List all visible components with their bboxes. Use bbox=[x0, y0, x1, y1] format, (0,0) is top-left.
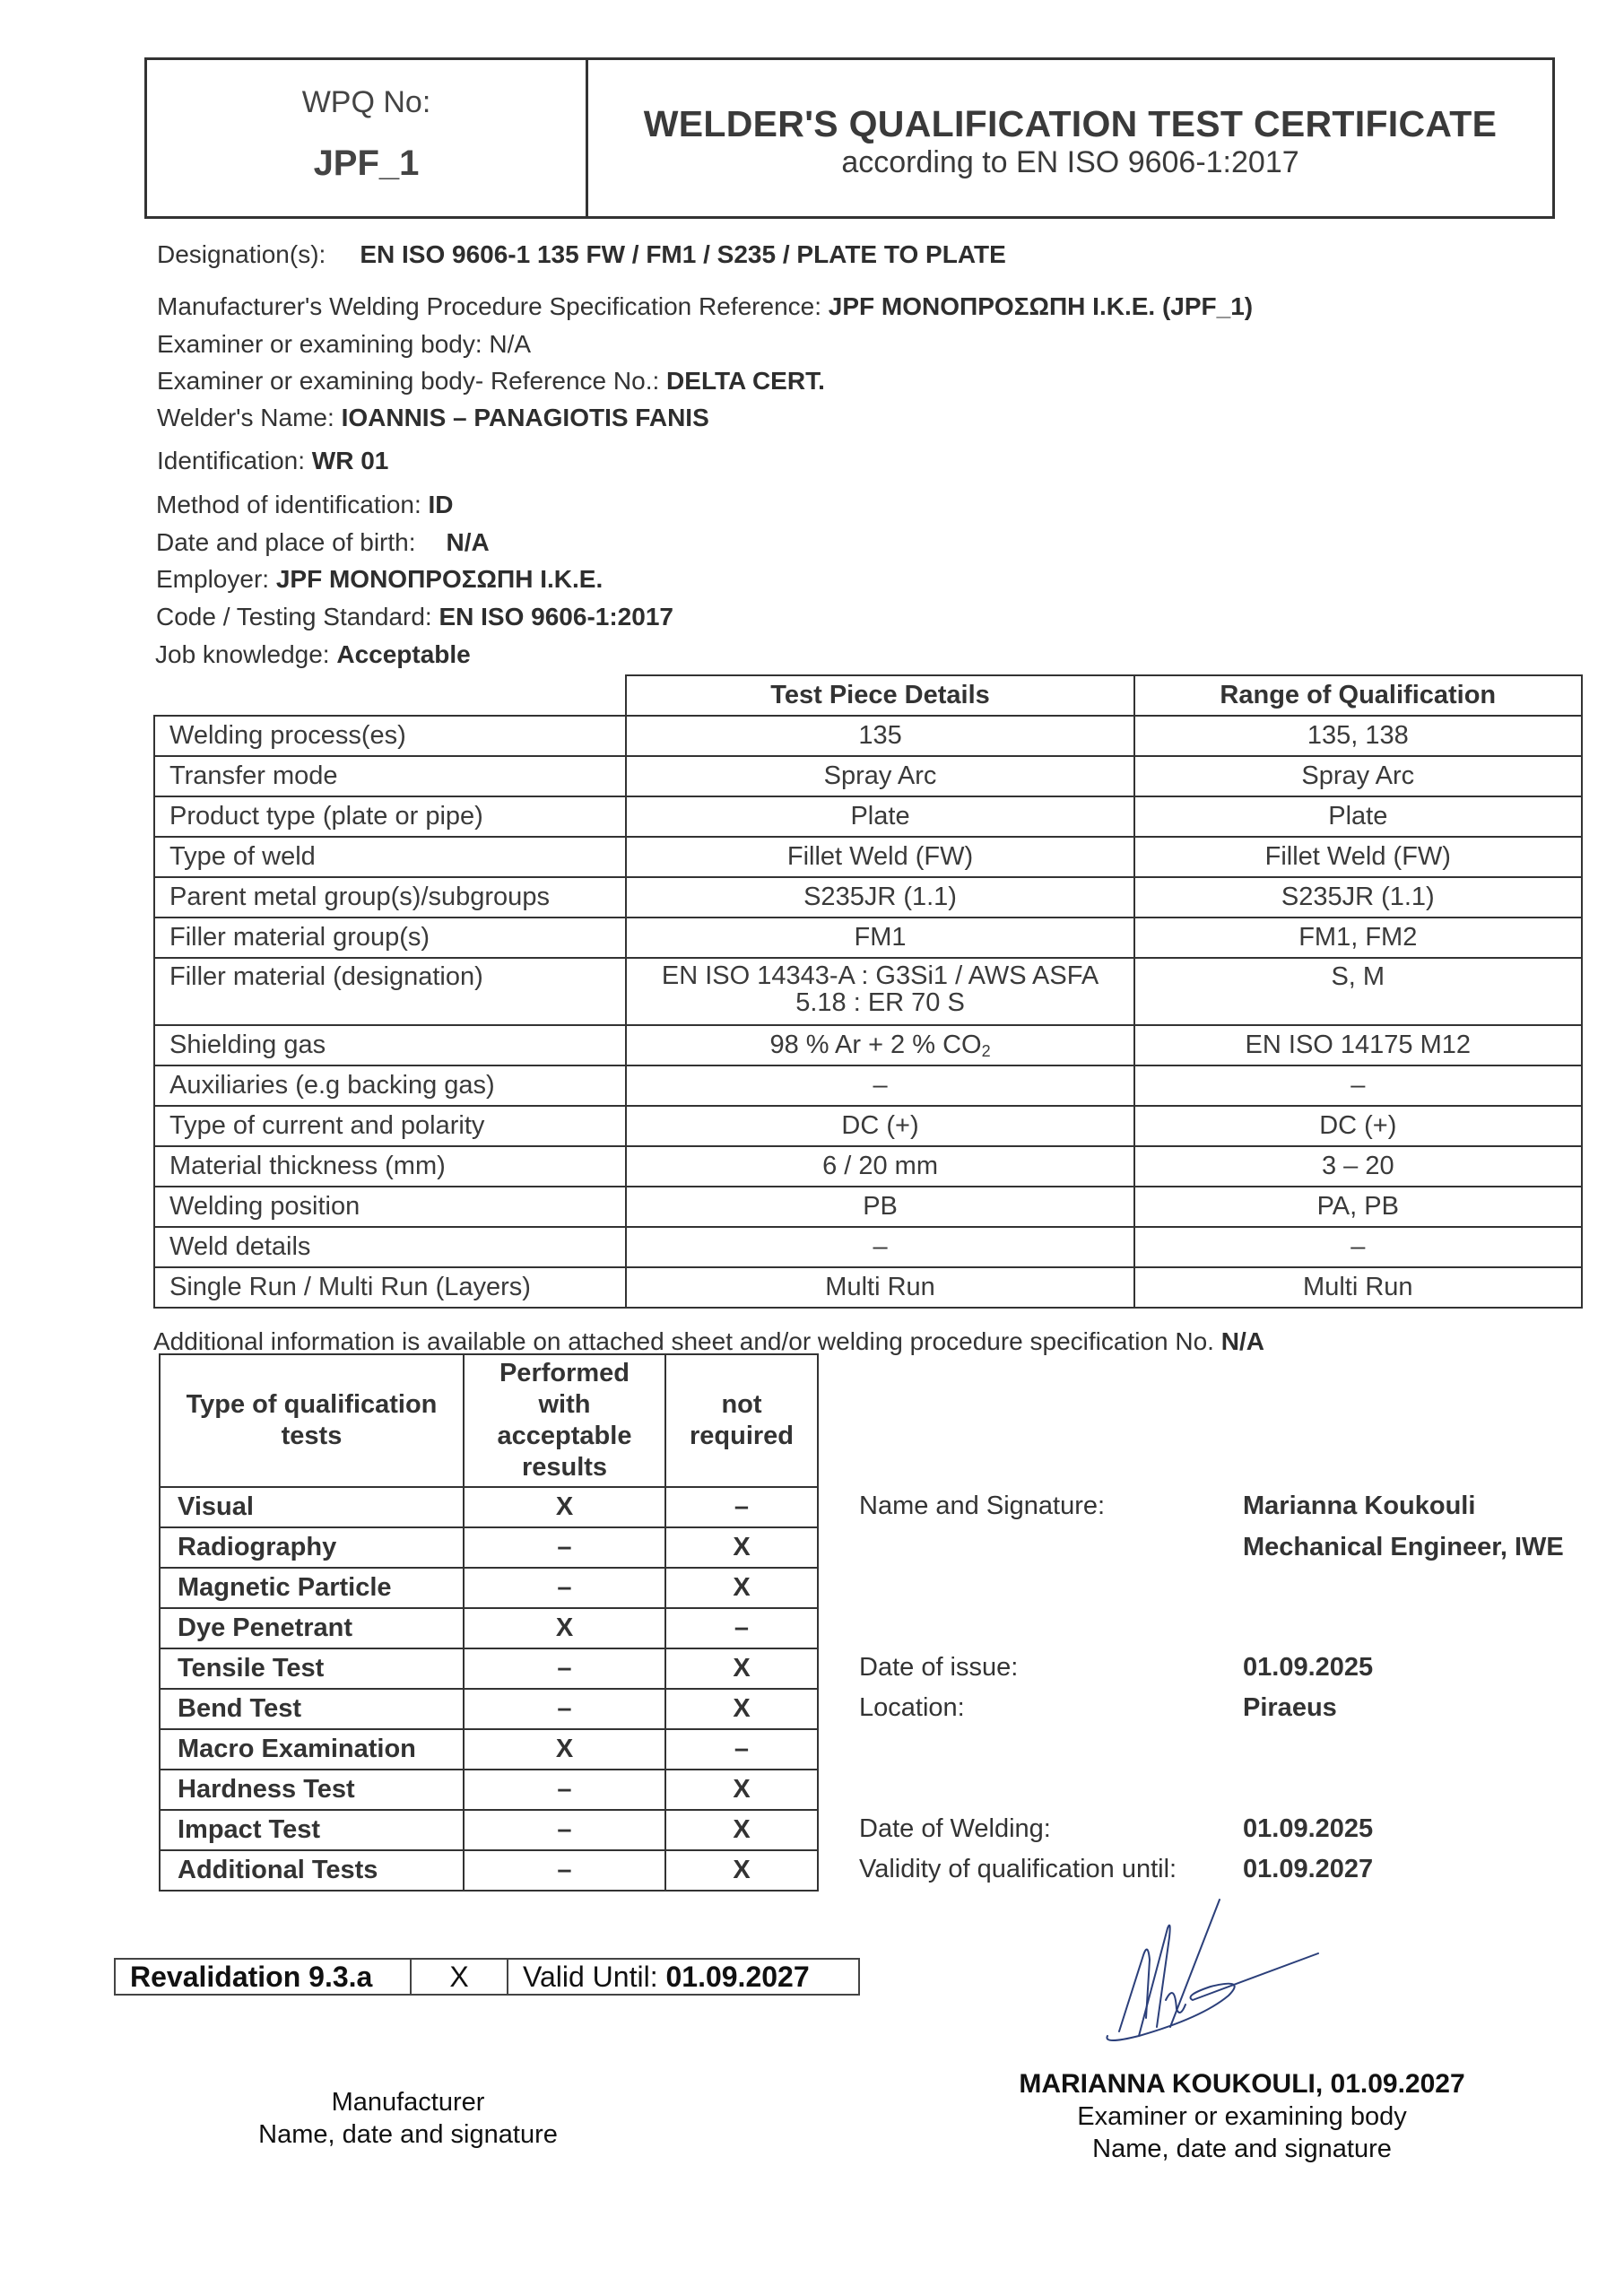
performed-mark: – bbox=[464, 1648, 665, 1689]
test-cell: Spray Arc bbox=[626, 756, 1133, 796]
table-row bbox=[154, 958, 1582, 1025]
test-cell: – bbox=[626, 1065, 1133, 1106]
code-value: EN ISO 9606-1:2017 bbox=[439, 603, 673, 631]
test-row bbox=[160, 1770, 818, 1810]
manufacturer-signature-block bbox=[229, 2086, 587, 2151]
employer-value: JPF ΜΟΝΟΠΡΟΣΩΠΗ Ι.Κ.Ε. bbox=[275, 565, 604, 593]
table-row bbox=[154, 1065, 1582, 1106]
test-row bbox=[160, 1729, 818, 1770]
range-cell: – bbox=[1134, 1065, 1582, 1106]
header-blank bbox=[154, 675, 626, 716]
valid-until-label: Valid Until: bbox=[523, 1960, 658, 1993]
manufacturer-sublabel: Name, date and signature bbox=[258, 2120, 558, 2149]
shielding-gas-subscript: 2 bbox=[981, 1041, 991, 1060]
test-name: Dye Penetrant bbox=[160, 1608, 464, 1648]
examiner-signature-label: Examiner or examining body bbox=[1077, 2102, 1407, 2131]
param-cell: Material thickness (mm) bbox=[154, 1146, 626, 1187]
range-cell: DC (+) bbox=[1134, 1106, 1582, 1146]
test-row bbox=[160, 1487, 818, 1527]
test-row bbox=[160, 1568, 818, 1608]
examiner-signature-name: MARIANNA KOUKOULI, 01.09.2027 bbox=[1019, 2069, 1465, 2099]
job-knowledge-line bbox=[155, 640, 471, 669]
test-row bbox=[160, 1850, 818, 1891]
table-row bbox=[154, 1146, 1582, 1187]
identification-line bbox=[157, 447, 388, 475]
revalidation-label: Revalidation 9.3.a bbox=[115, 1959, 411, 1995]
table-row bbox=[154, 1025, 1582, 1065]
method-identification-line bbox=[156, 491, 454, 519]
not-required-mark: X bbox=[665, 1689, 818, 1729]
param-cell: Type of current and polarity bbox=[154, 1106, 626, 1146]
examiner-title: Mechanical Engineer, IWE bbox=[1243, 1533, 1564, 1561]
test-row bbox=[160, 1689, 818, 1729]
not-required-mark: X bbox=[665, 1770, 818, 1810]
manufacturer-label: Manufacturer bbox=[331, 2088, 485, 2117]
param-cell: Single Run / Multi Run (Layers) bbox=[154, 1267, 626, 1308]
certificate-header bbox=[144, 57, 1555, 219]
header-not-required: not required bbox=[665, 1354, 818, 1487]
location-value: Piraeus bbox=[1243, 1693, 1337, 1722]
wps-reference-value: JPF ΜΟΝΟΠΡΟΣΩΠΗ Ι.Κ.Ε. (JPF_1) bbox=[828, 292, 1254, 320]
not-required-mark: X bbox=[665, 1527, 818, 1568]
header-performed: Performed with acceptable results bbox=[464, 1354, 665, 1487]
revalidation-row bbox=[115, 1959, 859, 1995]
wpq-number-cell bbox=[147, 60, 588, 216]
shielding-gas-text: 98 % Ar + 2 % CO bbox=[769, 1030, 982, 1059]
test-name: Hardness Test bbox=[160, 1770, 464, 1810]
test-row bbox=[160, 1527, 818, 1568]
birth-line bbox=[156, 528, 490, 557]
examiner-ref-value: DELTA CERT. bbox=[666, 367, 825, 395]
revalidation-valid-cell bbox=[508, 1959, 859, 1995]
designation-value: EN ISO 9606-1 135 FW / FM1 / S235 / PLATE TO PLATE bbox=[360, 240, 1006, 268]
employer-line bbox=[156, 565, 603, 594]
employer-label: Employer: bbox=[156, 565, 270, 593]
table-row bbox=[154, 796, 1582, 837]
param-cell: Shielding gas bbox=[154, 1025, 626, 1065]
certificate-subtitle: according to EN ISO 9606-1:2017 bbox=[841, 145, 1299, 179]
examiner-signature-block bbox=[951, 2068, 1533, 2165]
range-cell: Multi Run bbox=[1134, 1267, 1582, 1308]
test-name: Magnetic Particle bbox=[160, 1568, 464, 1608]
param-cell: Product type (plate or pipe) bbox=[154, 796, 626, 837]
designation-line bbox=[157, 240, 1006, 269]
wpq-number: JPF_1 bbox=[313, 144, 420, 183]
table-row bbox=[154, 716, 1582, 756]
method-identification-value: ID bbox=[428, 491, 454, 518]
validity-value: 01.09.2027 bbox=[1243, 1855, 1374, 1883]
examiner-label: Examiner or examining body: bbox=[157, 330, 482, 358]
revalidation-mark: X bbox=[411, 1959, 508, 1995]
code-line bbox=[156, 603, 673, 631]
performed-mark: – bbox=[464, 1527, 665, 1568]
test-cell: 6 / 20 mm bbox=[626, 1146, 1133, 1187]
range-cell: Spray Arc bbox=[1134, 756, 1582, 796]
table-row bbox=[154, 1187, 1582, 1227]
test-name: Additional Tests bbox=[160, 1850, 464, 1891]
welder-name-label: Welder's Name: bbox=[157, 404, 334, 431]
table-row bbox=[154, 837, 1582, 877]
performed-mark: – bbox=[464, 1568, 665, 1608]
issue-date-label: Date of issue: bbox=[859, 1653, 1019, 1682]
test-row bbox=[160, 1608, 818, 1648]
examiner-value: N/A bbox=[489, 330, 532, 358]
table-row bbox=[154, 1227, 1582, 1267]
not-required-mark: X bbox=[665, 1850, 818, 1891]
validity-label: Validity of qualification until: bbox=[859, 1855, 1177, 1883]
examiner-ref-label: Examiner or examining body- Reference No.: bbox=[157, 367, 660, 395]
identification-label: Identification: bbox=[157, 447, 305, 474]
designation-label: Designation(s): bbox=[157, 240, 326, 268]
certificate-title: WELDER'S QUALIFICATION TEST CERTIFICATE bbox=[643, 103, 1498, 144]
test-cell: Fillet Weld (FW) bbox=[626, 837, 1133, 877]
birth-value: N/A bbox=[446, 528, 490, 556]
qualification-tests-table bbox=[159, 1353, 819, 1892]
table-row bbox=[154, 1106, 1582, 1146]
param-cell: Auxiliaries (e.g backing gas) bbox=[154, 1065, 626, 1106]
additional-info-line bbox=[153, 1327, 1264, 1356]
location-label: Location: bbox=[859, 1693, 965, 1722]
welding-date-value: 01.09.2025 bbox=[1243, 1814, 1374, 1843]
test-cell: Multi Run bbox=[626, 1267, 1133, 1308]
welding-date-label: Date of Welding: bbox=[859, 1814, 1051, 1843]
revalidation-box bbox=[114, 1958, 860, 1996]
job-knowledge-value: Acceptable bbox=[336, 640, 471, 668]
header-range: Range of Qualification bbox=[1134, 675, 1582, 716]
performed-mark: X bbox=[464, 1487, 665, 1527]
test-name: Radiography bbox=[160, 1527, 464, 1568]
test-cell: – bbox=[626, 1227, 1133, 1267]
welder-name-value: IOANNIS – PANAGIOTIS FANIS bbox=[341, 404, 709, 431]
job-knowledge-label: Job knowledge: bbox=[155, 640, 330, 668]
test-row bbox=[160, 1648, 818, 1689]
test-cell: PB bbox=[626, 1187, 1133, 1227]
test-cell: DC (+) bbox=[626, 1106, 1133, 1146]
param-cell: Parent metal group(s)/subgroups bbox=[154, 877, 626, 918]
range-cell: FM1, FM2 bbox=[1134, 918, 1582, 958]
examiner-ref-line bbox=[157, 367, 825, 396]
range-cell: EN ISO 14175 M12 bbox=[1134, 1025, 1582, 1065]
param-cell: Type of weld bbox=[154, 837, 626, 877]
param-cell: Weld details bbox=[154, 1227, 626, 1267]
wps-reference-line bbox=[157, 292, 1253, 321]
identification-value: WR 01 bbox=[311, 447, 389, 474]
param-cell: Filler material group(s) bbox=[154, 918, 626, 958]
range-cell: 3 – 20 bbox=[1134, 1146, 1582, 1187]
test-details-table bbox=[153, 674, 1583, 1309]
range-cell: PA, PB bbox=[1134, 1187, 1582, 1227]
additional-info-text: Additional information is available on attached sheet and/or welding procedure specification No. bbox=[153, 1327, 1214, 1355]
not-required-mark: X bbox=[665, 1568, 818, 1608]
performed-mark: – bbox=[464, 1850, 665, 1891]
test-name: Tensile Test bbox=[160, 1648, 464, 1689]
not-required-mark: – bbox=[665, 1608, 818, 1648]
test-row bbox=[160, 1810, 818, 1850]
performed-mark: X bbox=[464, 1729, 665, 1770]
birth-label: Date and place of birth: bbox=[156, 528, 416, 556]
test-name: Bend Test bbox=[160, 1689, 464, 1729]
header-test-type: Type of qualification tests bbox=[160, 1354, 464, 1487]
range-cell: S, M bbox=[1134, 958, 1582, 1025]
test-cell: EN ISO 14343-A : G3Si1 / AWS ASFA 5.18 : ER 70 S bbox=[626, 958, 1133, 1025]
title-cell bbox=[588, 60, 1552, 216]
test-name: Visual bbox=[160, 1487, 464, 1527]
not-required-mark: – bbox=[665, 1487, 818, 1527]
wps-reference-label: Manufacturer's Welding Procedure Specification Reference: bbox=[157, 292, 821, 320]
range-cell: – bbox=[1134, 1227, 1582, 1267]
valid-until-value: 01.09.2027 bbox=[665, 1960, 810, 1993]
param-cell: Welding process(es) bbox=[154, 716, 626, 756]
additional-info-value: N/A bbox=[1220, 1327, 1264, 1355]
welder-name-line bbox=[157, 404, 709, 432]
test-cell: S235JR (1.1) bbox=[626, 877, 1133, 918]
test-cell: FM1 bbox=[626, 918, 1133, 958]
range-cell: Plate bbox=[1134, 796, 1582, 837]
param-cell: Welding position bbox=[154, 1187, 626, 1227]
performed-mark: – bbox=[464, 1810, 665, 1850]
table-row bbox=[154, 1267, 1582, 1308]
examiner-line bbox=[157, 330, 531, 359]
header-test-piece: Test Piece Details bbox=[626, 675, 1133, 716]
examiner-signature-sublabel: Name, date and signature bbox=[1092, 2135, 1392, 2163]
range-cell: 135, 138 bbox=[1134, 716, 1582, 756]
issue-date-value: 01.09.2025 bbox=[1243, 1653, 1374, 1682]
handwritten-signature-icon bbox=[1103, 1892, 1336, 2054]
test-cell: 135 bbox=[626, 716, 1133, 756]
not-required-mark: X bbox=[665, 1648, 818, 1689]
name-signature-label: Name and Signature: bbox=[859, 1492, 1106, 1520]
range-cell: S235JR (1.1) bbox=[1134, 877, 1582, 918]
code-label: Code / Testing Standard: bbox=[156, 603, 432, 631]
method-identification-label: Method of identification: bbox=[156, 491, 421, 518]
not-required-mark: – bbox=[665, 1729, 818, 1770]
table-row bbox=[154, 877, 1582, 918]
examiner-name: Marianna Koukouli bbox=[1243, 1492, 1476, 1520]
test-name: Impact Test bbox=[160, 1810, 464, 1850]
range-cell: Fillet Weld (FW) bbox=[1134, 837, 1582, 877]
performed-mark: – bbox=[464, 1689, 665, 1729]
not-required-mark: X bbox=[665, 1810, 818, 1850]
tests-header-row bbox=[160, 1354, 818, 1487]
test-name: Macro Examination bbox=[160, 1729, 464, 1770]
table-row bbox=[154, 756, 1582, 796]
performed-mark: – bbox=[464, 1770, 665, 1810]
test-cell bbox=[626, 1025, 1133, 1065]
param-cell: Filler material (designation) bbox=[154, 958, 626, 1025]
test-cell: Plate bbox=[626, 796, 1133, 837]
table-header-row bbox=[154, 675, 1582, 716]
performed-mark: X bbox=[464, 1608, 665, 1648]
param-cell: Transfer mode bbox=[154, 756, 626, 796]
table-row bbox=[154, 918, 1582, 958]
wpq-label: WPQ No: bbox=[301, 85, 431, 119]
